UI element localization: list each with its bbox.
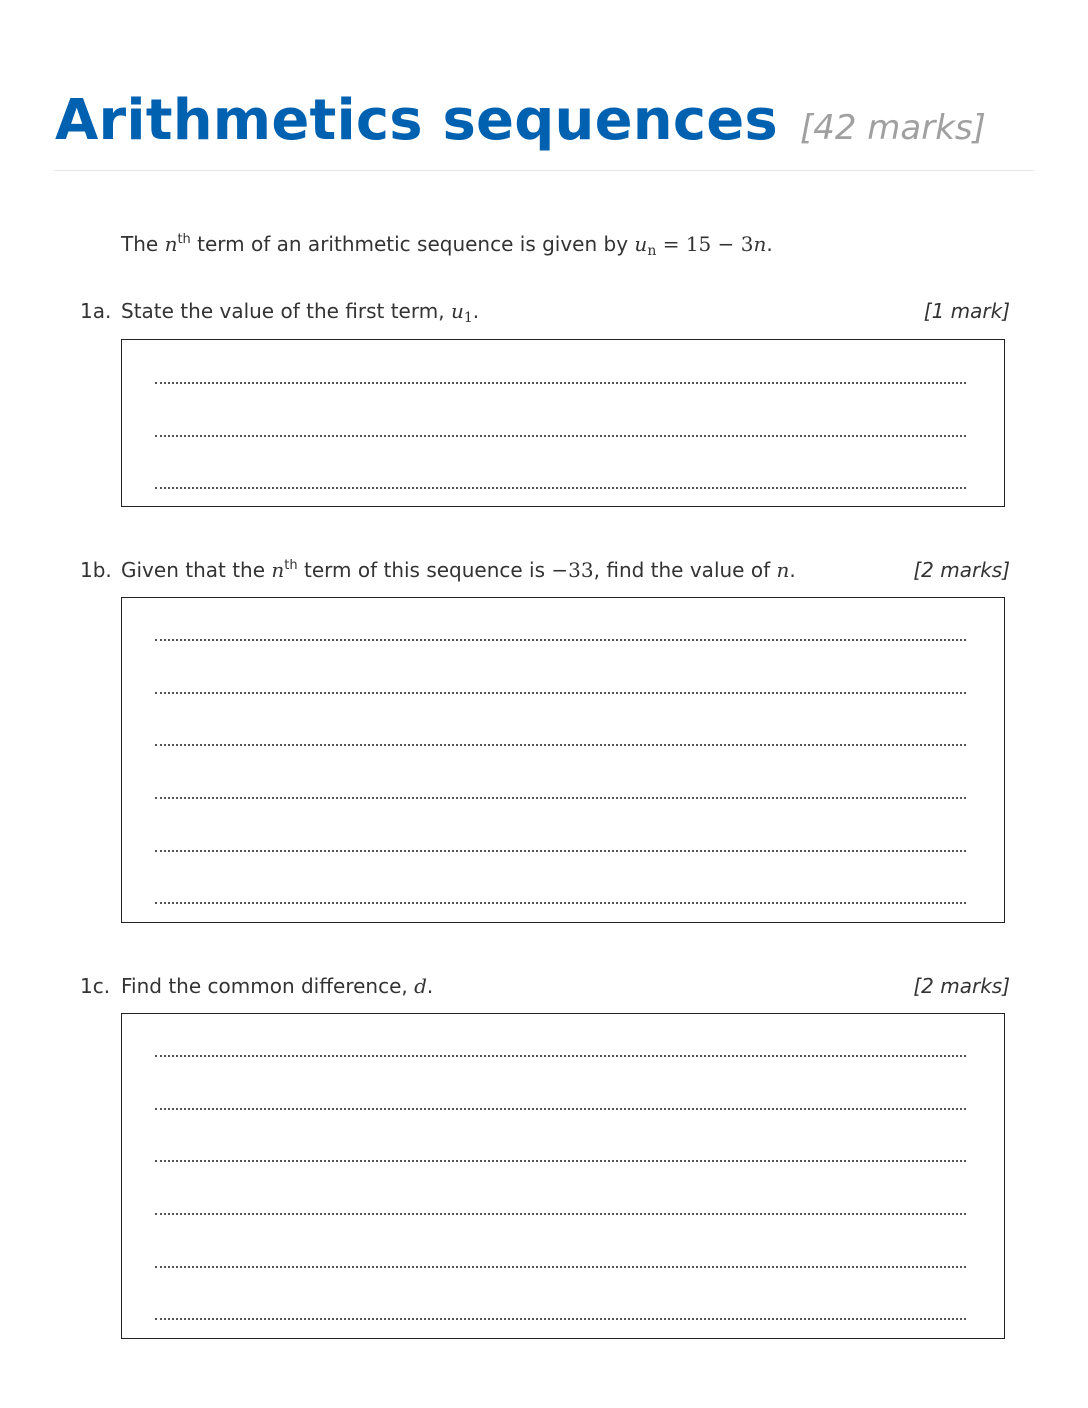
page-title: Arithmetics sequences [55,88,778,153]
answer-line [155,487,966,489]
answer-line [155,1213,966,1215]
question-1a [80,299,1010,326]
question-number: 1c. [80,974,111,998]
answer-line [155,1108,966,1110]
answer-box-1b[interactable] [121,597,1005,923]
question-1c [80,974,1010,998]
answer-line [155,639,966,641]
question-text: State the value of the first term, $u_1$. [121,299,480,326]
question-text: Find the common difference, d. [121,974,434,998]
answer-line [155,850,966,852]
answer-box-1c[interactable] [121,1013,1005,1339]
answer-line [155,744,966,746]
answer-line [155,1160,966,1162]
question-number: 1b. [80,558,112,582]
answer-line [155,382,966,384]
answer-line [155,692,966,694]
answer-line [155,1055,966,1057]
question-1b [80,558,1010,582]
question-text: Given that the $n^{th}$ term of this sequence is −33, find the value of n. [121,558,796,582]
answer-line [155,1318,966,1320]
answer-box-1a[interactable] [121,339,1005,507]
question-marks: [2 marks] [913,974,1010,998]
question-marks: [2 marks] [913,558,1010,582]
question-marks: [1 mark] [923,299,1010,323]
answer-line [155,797,966,799]
question-number: 1a. [80,299,112,323]
answer-line [155,1266,966,1268]
answer-line [155,902,966,904]
header-divider [54,170,1034,171]
page-header [55,88,1034,153]
total-marks: [42 marks] [799,108,986,148]
answer-line [155,435,966,437]
question-stem: The $n^{th}$ term of an arithmetic sequence is given by $u_n = 15 - 3n$. [121,232,773,259]
